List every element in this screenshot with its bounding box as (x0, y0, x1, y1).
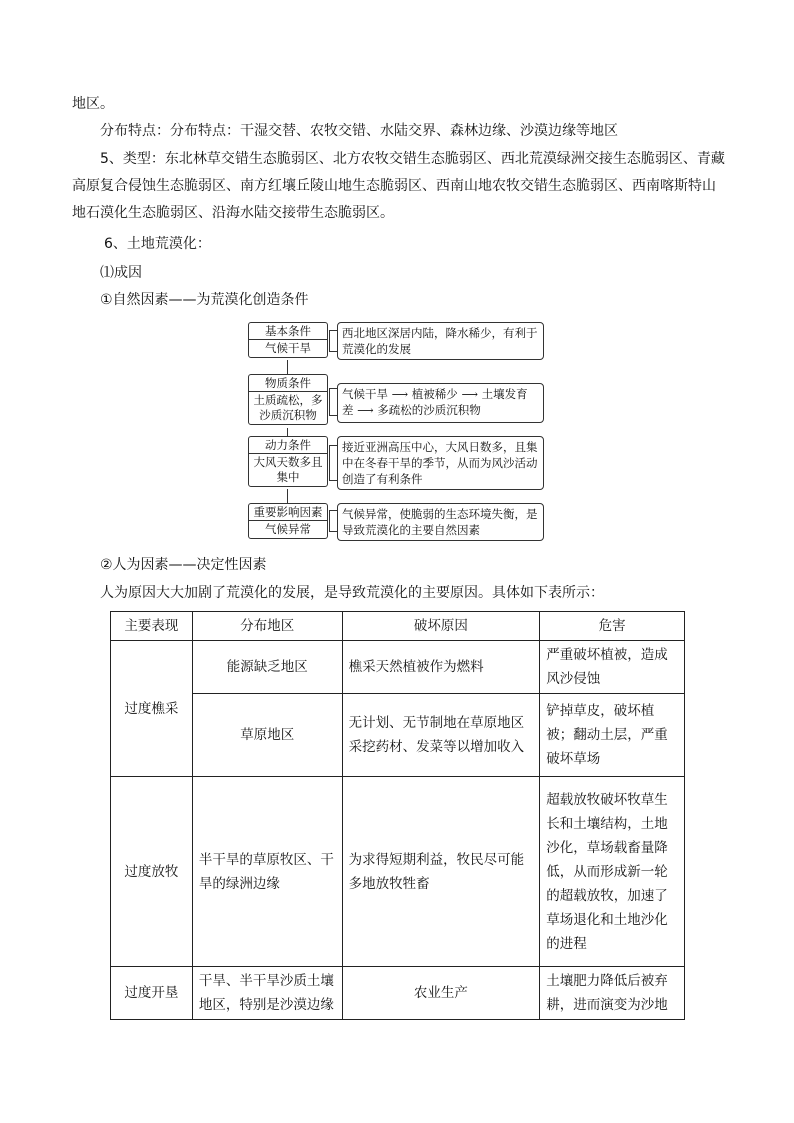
diagram-label-value: 土质疏松，多沙质沉积物 (253, 393, 323, 422)
diagram-connector (287, 360, 288, 374)
table-cell-harm: 超载放牧破坏牧草生长和土壤结构，土地沙化，草场载畜量降低，从而形成新一轮的超载放牧，加速了草场退化和土地沙化的进程 (540, 777, 685, 967)
table-cell-harm: 铲掉草皮，破坏植被；翻动土层，严重破坏草场 (540, 694, 685, 777)
types-line-1: 5、类型：东北林草交错生态脆弱区、北方农牧交错生态脆弱区、西北荒漠绿洲交接生态脆弱区、青藏 (100, 151, 725, 167)
diagram-desc-dynamic: 接近亚洲高压中心，大风日数多，且集中在冬春干旱的季节，从而为风沙活动创造了有利条件 (337, 436, 544, 490)
diagram-bracket (329, 510, 337, 532)
types-line-2: 高原复合侵蚀生态脆弱区、南方红壤丘陵山地生态脆弱区、西南山地农牧交错生态脆弱区、西南喀斯特山 (72, 178, 716, 194)
diagram-label-value: 气候异常 (265, 522, 311, 536)
table-cell-category: 过度放牧 (111, 777, 193, 967)
table-header: 破坏原因 (342, 612, 540, 641)
diagram-label-title: 物质条件 (249, 375, 327, 392)
diagram-label-title: 动力条件 (249, 437, 327, 454)
diagram-label-title: 重要影响因素 (249, 504, 327, 521)
diagram-label-title: 基本条件 (249, 323, 327, 340)
paragraph-continuation: 地区。 (72, 96, 114, 112)
types-line-3: 地石漠化生态脆弱区、沿海水陆交接带生态脆弱区。 (72, 205, 394, 221)
diagram-desc-basic: 西北地区深居内陆，降水稀少，有利于荒漠化的发展 (337, 322, 544, 360)
diagram-bracket (329, 388, 337, 416)
diagram-desc-important: 气候异常，使脆弱的生态环境失衡，是导致荒漠化的主要自然因素 (337, 503, 544, 541)
table-row (111, 641, 685, 694)
diagram-label-value: 大风天数多且集中 (253, 455, 323, 484)
diagram-label-basic (248, 322, 328, 358)
diagram-bracket (329, 445, 337, 481)
table-cell-region: 能源缺乏地区 (192, 641, 342, 694)
table-header: 主要表现 (111, 612, 193, 641)
diagram-bracket (329, 330, 337, 352)
table-row (111, 694, 685, 777)
table-header: 分布地区 (192, 612, 342, 641)
distribution-features: 分布特点：分布特点：干湿交替、农牧交错、水陆交界、森林边缘、沙漠边缘等地区 (100, 123, 618, 139)
table-cell-cause: 为求得短期利益，牧民尽可能多地放牧牲畜 (342, 777, 540, 967)
table-cell-category: 过度樵采 (111, 641, 193, 777)
diagram-label-dynamic (248, 436, 328, 487)
table-cell-region: 干旱、半干旱沙质土壤地区，特别是沙漠边缘 (192, 967, 342, 1020)
table-cell-category: 过度开垦 (111, 967, 193, 1020)
diagram-label-material (248, 374, 328, 425)
diagram-connector (287, 428, 288, 436)
table-cell-harm: 土壤肥力降低后被弃耕，进而演变为沙地 (540, 967, 685, 1020)
diagram-label-important (248, 503, 328, 539)
table-cell-cause: 樵采天然植被作为燃料 (342, 641, 540, 694)
table-cell-harm: 严重破坏植被，造成风沙侵蚀 (540, 641, 685, 694)
table-cell-cause: 无计划、无节制地在草原地区采挖药材、发菜等以增加收入 (342, 694, 540, 777)
human-factors-heading: ②人为因素——决定性因素 (100, 557, 267, 573)
diagram-label-value: 气候干旱 (265, 341, 311, 355)
table-row (111, 967, 685, 1020)
diagram-desc-material: 气候干旱 ⟶ 植被稀少 ⟶ 土壤发育差 ⟶ 多疏松的沙质沉积物 (337, 383, 544, 423)
human-factors-table (110, 611, 685, 1020)
human-factors-intro: 人为原因大大加剧了荒漠化的发展，是导致荒漠化的主要原因。具体如下表所示： (100, 585, 604, 601)
subsection-causes: ⑴成因 (100, 265, 142, 281)
diagram-connector (287, 489, 288, 503)
natural-factors-heading: ①自然因素——为荒漠化创造条件 (100, 292, 309, 308)
table-cell-region: 草原地区 (192, 694, 342, 777)
table-header-row (111, 612, 685, 641)
table-row (111, 777, 685, 967)
section-desertification: 6、土地荒漠化： (104, 236, 211, 252)
table-cell-region: 半干旱的草原牧区、干旱的绿洲边缘 (192, 777, 342, 967)
table-header: 危害 (540, 612, 685, 641)
table-cell-cause: 农业生产 (342, 967, 540, 1020)
